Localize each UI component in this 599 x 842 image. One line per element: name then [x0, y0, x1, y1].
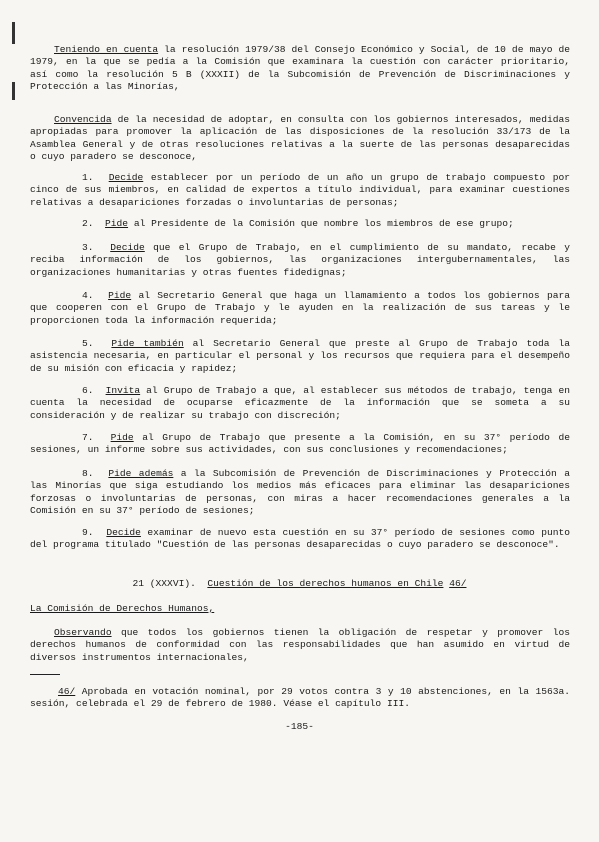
footnote — [30, 686, 570, 711]
paragraph-convencida — [30, 114, 570, 164]
lead-word: Convencida — [54, 114, 112, 125]
paragraph-text: a la Subcomisión de Prevención de Discriminaciones y Protección a las Minorías que siga estudiando los medios más eficaces para eliminar las desapariciones forzosas o involuntarias de personas, con miras a hacer recomendaciones generales a la Comisión en su 37° período de sesiones; — [30, 468, 570, 517]
paragraph-text: al Presidente de la Comisión que nombre los miembros de ese grupo; — [128, 218, 514, 229]
footnote-rule — [30, 674, 60, 675]
lead-word: Pide — [108, 290, 132, 301]
lead-word: Decide — [106, 527, 141, 538]
paragraph-number: 1. — [82, 172, 94, 183]
operative-paragraph-7 — [30, 432, 570, 457]
operative-paragraph-4 — [30, 290, 570, 327]
paragraph-number: 9. — [82, 527, 94, 538]
lead-word: Observando — [54, 627, 112, 638]
lead-word: Decide — [110, 242, 145, 253]
paragraph-text: al Secretario General que preste al Grupo de Trabajo toda la asistencia necesaria, en particular el personal y los recursos que requiera para el desempeño de su misión con eficacia y rapidez; — [30, 338, 570, 374]
paragraph-number: 7. — [82, 432, 94, 443]
operative-paragraph-6 — [30, 385, 570, 422]
paragraph-text: de la necesidad de adoptar, en consulta con los gobiernos interesados, medidas apropiadas para promover la aplicación de las disposiciones de la resolución 33/173 de la Asamblea General y de otras resoluciones relativas a la suerte de las personas desaparecidas o cuyo paradero se desconoce, — [30, 114, 570, 163]
resolution-title: Cuestión de los derechos humanos en Chile — [207, 578, 444, 589]
paragraph-number: 4. — [82, 290, 94, 301]
paragraph-number: 5. — [82, 338, 94, 349]
paragraph-teniendo — [30, 44, 570, 94]
lead-word: Pide — [105, 218, 129, 229]
lead-word: Decide — [108, 172, 144, 183]
commission-line: La Comisión de Derechos Humanos, — [30, 603, 215, 614]
lead-word: Pide también — [111, 338, 184, 349]
paragraph-text: la resolución 1979/38 del Consejo Económico y Social, de 10 de mayo de 1979, en la que se pedía a la Comisión que examinara la cuestión con carácter prioritario, así como la resolución 5 B (XXXII) de la Subcomisión de Prevención de Discriminaciones y Protección a las Minorías, — [30, 44, 570, 93]
resolution-heading — [0, 578, 599, 590]
operative-paragraph-3 — [30, 242, 570, 279]
lead-word: Teniendo en cuenta — [54, 44, 159, 55]
paragraph-text: examinar de nuevo esta cuestión en su 37° período de sesiones como punto del programa titulado "Cuestión de las personas desaparecidas o cuyo paradero se desconoce". — [30, 527, 571, 551]
scan-edge-mark — [12, 22, 15, 44]
footnote-reference: 46/ — [449, 578, 467, 589]
paragraph-text: al Grupo de Trabajo que presente a la Comisión, en su 37° período de sesiones, un informe sobre sus actividades, con sus conclusiones y recomendaciones; — [30, 432, 571, 456]
operative-paragraph-9 — [30, 527, 570, 552]
lead-word: Pide además — [108, 468, 174, 479]
paragraph-number: 8. — [82, 468, 94, 479]
paragraph-text: al Grupo de Trabajo a que, al establecer sus métodos de trabajo, tenga en cuenta la necesidad de ocuparse eficazmente de la información que se someta a su consideración y de realizar su trabajo con discreción; — [30, 385, 570, 421]
footnote-mark: 46/ — [58, 686, 76, 697]
paragraph-observando — [30, 627, 570, 664]
paragraph-number: 2. — [82, 218, 94, 229]
paragraph-number: 6. — [82, 385, 94, 396]
operative-paragraph-2 — [30, 218, 570, 230]
operative-paragraph-1 — [30, 172, 570, 209]
operative-paragraph-5 — [30, 338, 570, 375]
paragraph-text: al Secretario General que haga un llamamiento a todos los gobiernos para que cooperen con el Grupo de Trabajo y le ayuden en la realización de sus tareas y le proporcionen toda la información requerida; — [30, 290, 570, 326]
lead-word: Pide — [110, 432, 134, 443]
footnote-text: Aprobada en votación nominal, por 29 votos contra 3 y 10 abstenciones, en la 1563a. sesión, celebrada el 29 de febrero de 1980. Véase el capítulo III. — [30, 686, 570, 710]
paragraph-text: que todos los gobiernos tienen la obligación de respetar y promover los derechos humanos de conformidad con las responsabilidades que han asumido en virtud de diversos instrumentos internacionales, — [30, 627, 570, 663]
paragraph-number: 3. — [82, 242, 94, 253]
paragraph-text: establecer por un período de un año un grupo de trabajo compuesto por cinco de sus miembros, en calidad de expertos a título individual, para examinar cuestiones relativas a desapariciones forzadas o involuntarias de personas; — [30, 172, 570, 208]
paragraph-text: que el Grupo de Trabajo, en el cumplimiento de su mandato, recabe y reciba información de los gobiernos, las organizaciones intergubernamentales, las organizaciones humanitarias y otras fuentes fidedignas; — [30, 242, 571, 278]
page-number: -185- — [285, 721, 314, 732]
resolution-number: 21 (XXXVI). — [132, 578, 196, 589]
scan-edge-mark — [12, 82, 15, 100]
operative-paragraph-8 — [30, 468, 570, 518]
lead-word: Invita — [105, 385, 141, 396]
